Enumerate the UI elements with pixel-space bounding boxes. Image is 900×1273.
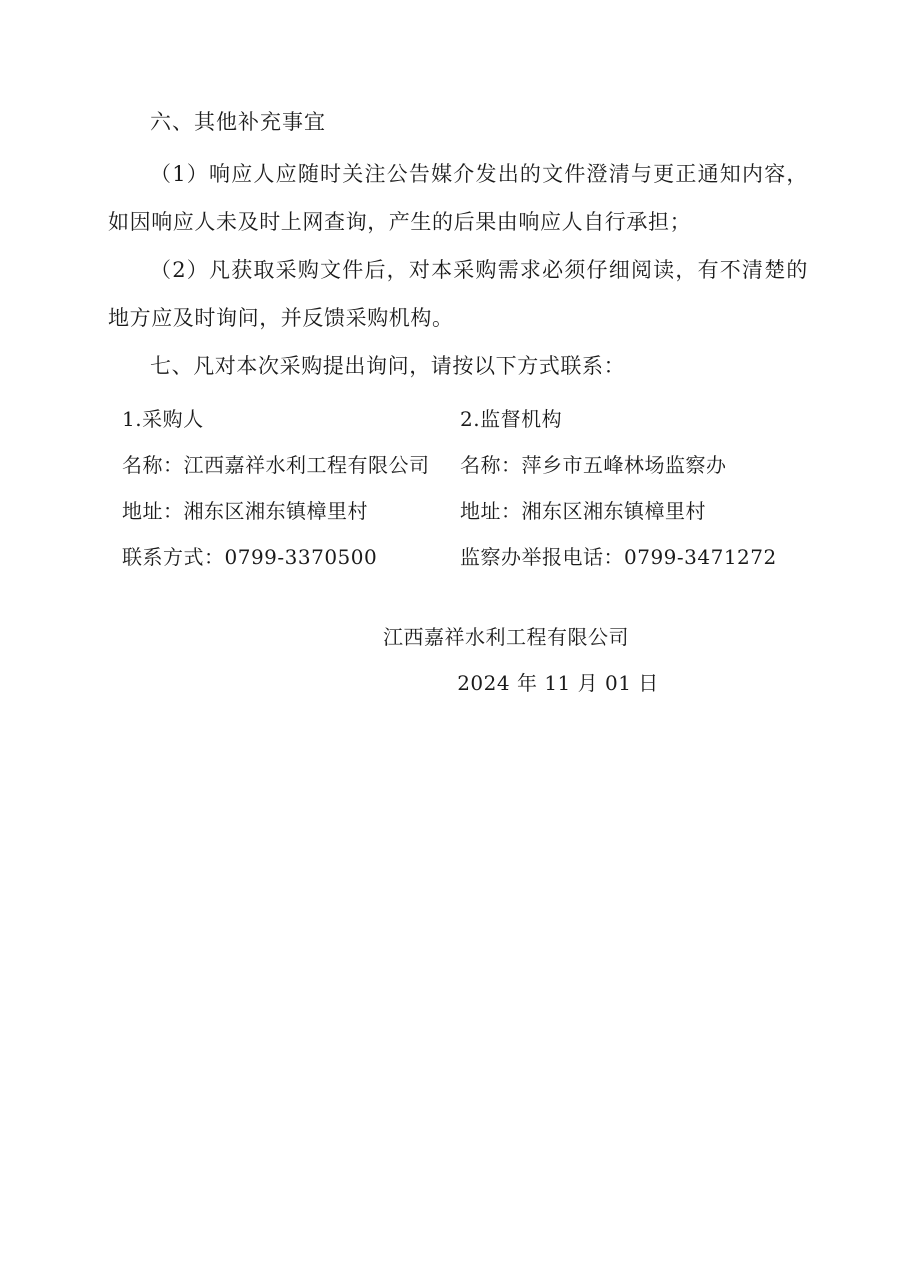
supervisor-phone-value: 0799-3471272 — [624, 545, 777, 569]
purchaser-title: 1.采购人 — [122, 407, 204, 431]
supervisor-name-label: 名称： — [460, 453, 522, 477]
purchaser-phone-value: 0799-3370500 — [224, 545, 378, 569]
purchaser-address-value: 湘东区湘东镇樟里村 — [183, 499, 368, 523]
contact-titles-row — [108, 396, 808, 442]
supervisor-address-value: 湘东区湘东镇樟里村 — [521, 499, 706, 523]
purchaser-phone-label: 联系方式： — [122, 545, 225, 569]
paragraph-1: （1）响应人应随时关注公告媒介发出的文件澄清与更正通知内容，如因响应人未及时上网查询，产生的后果由响应人自行承担； — [108, 162, 808, 234]
section-heading: 六、其他补充事宜 — [150, 110, 326, 134]
purchaser-name-label: 名称： — [122, 453, 184, 477]
supervisor-phone-label: 监察办举报电话： — [460, 545, 624, 569]
document-body — [108, 98, 808, 706]
supervisor-title: 2.监督机构 — [460, 407, 563, 431]
purchaser-address-label: 地址： — [122, 499, 184, 523]
paragraph-3: 七、凡对本次采购提出询问，请按以下方式联系： — [150, 354, 626, 378]
supervisor-address-label: 地址： — [460, 499, 522, 523]
supervisor-name-value: 萍乡市五峰林场监察办 — [521, 453, 727, 477]
purchaser-phone — [108, 534, 460, 580]
supervisor-address — [460, 488, 808, 534]
signature-organization: 江西嘉祥水利工程有限公司 — [383, 625, 629, 649]
purchaser-name — [108, 442, 460, 488]
supervisor-name — [460, 442, 808, 488]
signature-block — [108, 614, 808, 706]
purchaser-name-value: 江西嘉祥水利工程有限公司 — [183, 453, 430, 477]
paragraph-2: （2）凡获取采购文件后，对本采购需求必须仔细阅读，有不清楚的地方应及时询问，并反馈采购机构。 — [108, 258, 808, 330]
purchaser-address — [108, 488, 460, 534]
contact-phone-row — [108, 534, 808, 580]
contact-name-row — [108, 442, 808, 488]
contact-block — [108, 396, 808, 580]
supervisor-phone — [460, 534, 808, 580]
signature-date: 2024 年 11 月 01 日 — [457, 671, 659, 695]
contact-address-row — [108, 488, 808, 534]
